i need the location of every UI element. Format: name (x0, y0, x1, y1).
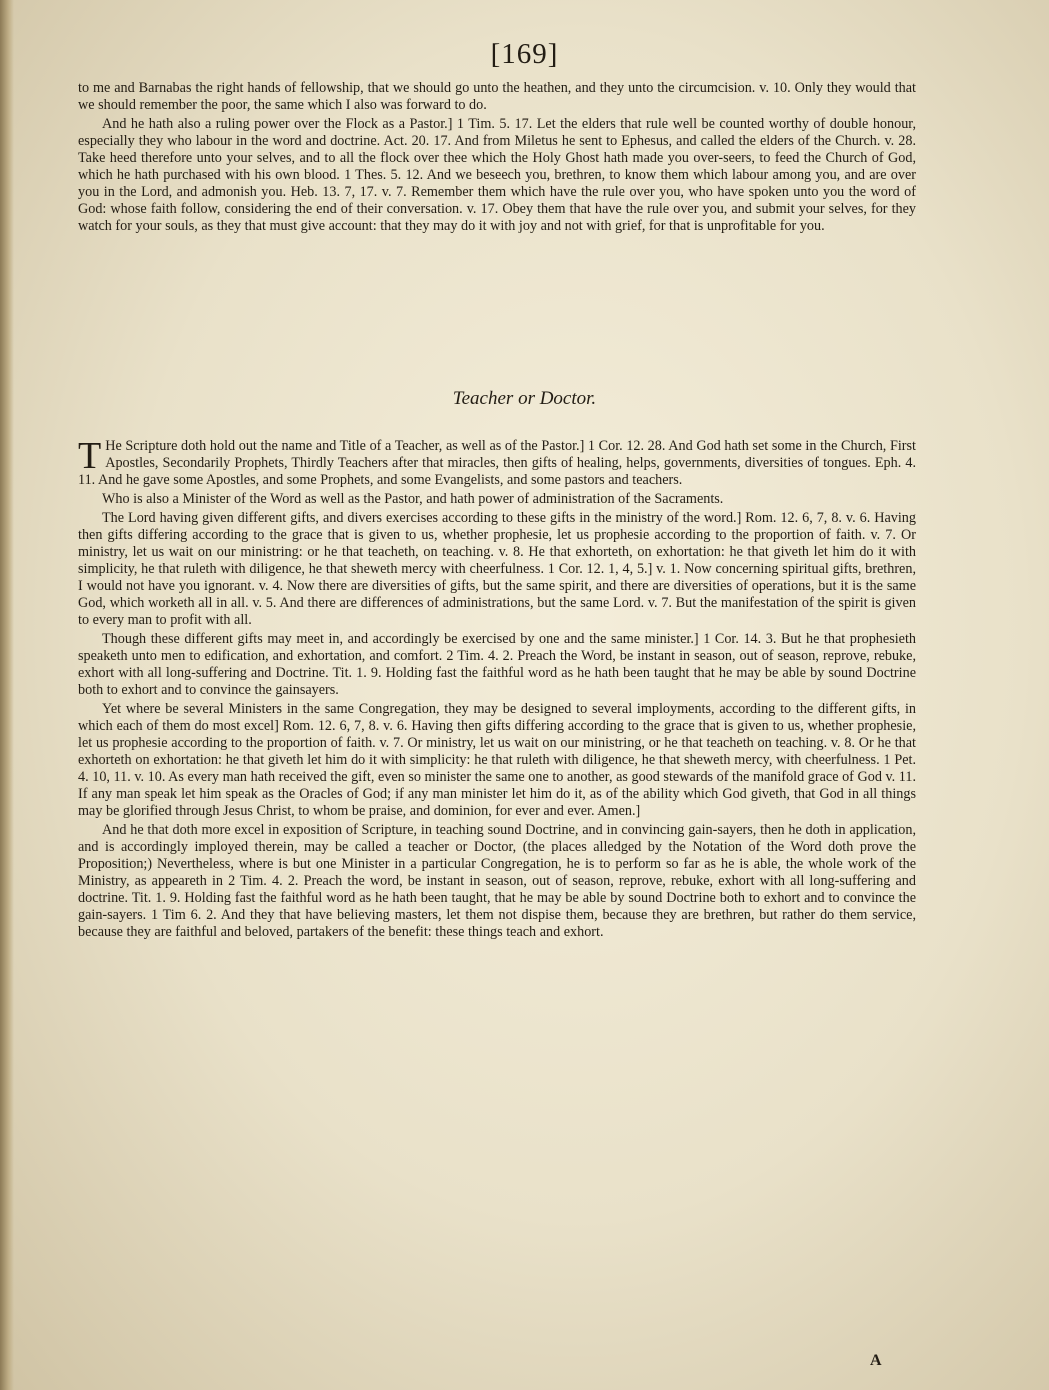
drop-cap: T (78, 435, 102, 477)
paragraph-ruling-power: And he hath also a ruling power over the Flock as a Pastor.] 1 Tim. 5. 17. Let the elders that rule well be counted worthy of double honour, especially they who labour in the word and doctrine. Act. 20. 17. And from Miletus he sent to Ephesus, and called the elders of the Church. v. 28. Take heed therefore unto your selves, and to all the flock over thee which the Holy Ghost hath made you over-seers, to feed the Church of God, which he hath purchased with his own blood. 1 Thes. 5. 12. And we beseech you, brethren, to know them which labour among you, and are over you in the Lord, and admonish you. Heb. 13. 7, 17. v. 7. Remember them which have the rule over you, who have spoken unto you the word of God: whose faith follow, considering the end of their conversation. v. 17. Obey them that have the rule over you, and submit your selves, for they watch for your souls, as they that must give account: that they may do it with joy and not with grief, for that is unprofitable for you. (78, 116, 916, 234)
paragraph-different-gifts: The Lord having given different gifts, and divers exercises according to these gifts in the ministry of the word.] Rom. 12. 6, 7, 8. v. 6. Having then gifts differing according to the grace that is given to us, whether prophesie, let us prophesie according to the proportion of faith. v. 7. Or ministry, let us wait on our ministring: or he that teacheth, on teaching. v. 8. He that exhorteth, on exhortation: he that giveth let him do it with simplicity, he that ruleth with diligence, he that sheweth mercy with cheerfulness. 1 Cor. 12. 1, 4, 5.] v. 1. Now concerning spiritual gifts, brethren, I would not have you ignorant. v. 4. Now there are diversities of gifts, but the same spirit, and there are diversities of operations, but it is the same God, which worketh all in all. v. 5. And there are differences of administrations, but the same Lord. v. 7. But the manifestation of the spirit is given to every man to profit with all. (78, 510, 916, 628)
paragraph-title-of-teacher-text: He Scripture doth hold out the name and Title of a Teacher, as well as of the Pastor.] 1 Cor. 12. 28. And God hath set some in the Church, First Apostles, Secondarily Prophets, Thirdly Teachers after that miracles, then gifts of healing, helps, governments, diversities of tongues. Eph. 4. 11. And he gave some Apostles, and some Prophets, and some Evangelists, and some pastors and teachers. (78, 438, 916, 488)
paragraph-teacher-or-doctor: And he that doth more excel in exposition of Scripture, in teaching sound Doctrine, and in convincing gain-sayers, then he doth in application, and is accordingly imployed therein, may be called a teacher or Doctor, (the places alledged by the Notation of the Word doth prove the Proposition;) Nevertheless, where is but one Minister in a particular Congregation, he is to perform so far as he is able, the whole work of the Ministry, as appeareth in 2 Tim. 4. 2. Preach the word, be instant in season, out of season, reprove, rebuke, exhort with all long-suffering and doctrine. Tit. 1. 9. Holding fast the faithful word as he hath been taught, that he may be able by sound Doctrine both to exhort and to convince the gain-sayers. 1 Tim 6. 2. And they that have believing masters, let them not dispise them, because they are brethren, but rather do them service, because they are faithful and beloved, partakers of the benefit: these things teach and exhort. (78, 822, 916, 940)
paragraph-several-ministers: Yet where be several Ministers in the same Congregation, they may be designed to several imployments, according to the different gifts, in which each of them do most excel] Rom. 12. 6, 7, 8. v. 6. Having then gifts differing according to the grace that is given to us, whether prophesie, let us prophesie according to the proportion of faith. v. 7. Or ministry, let us wait on our ministring, or he that teacheth on teaching. v. 8. Or he that exhorteth on exhortation: he that giveth let him do it with simplicity: he that ruleth with diligence, he that sheweth mercy, with cheerfulness. 1 Pet. 4. 10, 11. v. 10. As every man hath received the gift, even so minister the same one to another, as good stewards of the manifold grace of God v. 11. If any man speak let him speak as the Oracles of God; if any man minister let him do it, as of the ability which God giveth, that God in all things may be glorified through Jesus Christ, to whom be praise, and dominion, for ever and ever. Amen.] (78, 701, 916, 819)
paragraph-title-of-teacher (78, 435, 916, 489)
page-gutter-edge (0, 0, 14, 1390)
top-text-block (78, 80, 916, 237)
section-heading: Teacher or Doctor. (452, 388, 597, 409)
catchword: A (870, 1352, 882, 1369)
body-text-block (78, 435, 916, 943)
paragraph-gifts-one-minister: Though these different gifts may meet in, and accordingly be exercised by one and the same minister.] 1 Cor. 14. 3. But he that prophesieth speaketh unto men to edification, and exhortation, and comfort. 2 Tim. 4. 2. Preach the Word, be instant in season, out of season, reprove, rebuke, exhort with all long-suffering and Doctrine. Tit. 1. 9. Holding fast the faithful word as he hath been taught that he may be able by sound Doctrine both to exhort and to convince the gainsayers. (78, 631, 916, 698)
paragraph-minister-of-word: Who is also a Minister of the Word as well as the Pastor, and hath power of administration of the Sacraments. (102, 491, 724, 507)
paragraph-continuation: to me and Barnabas the right hands of fellowship, that we should go unto the heathen, and they unto the circumcision. v. 10. Only they would that we should remember the poor, the same which I also was forward to do. (78, 80, 916, 113)
page-number: [169] (490, 38, 559, 70)
